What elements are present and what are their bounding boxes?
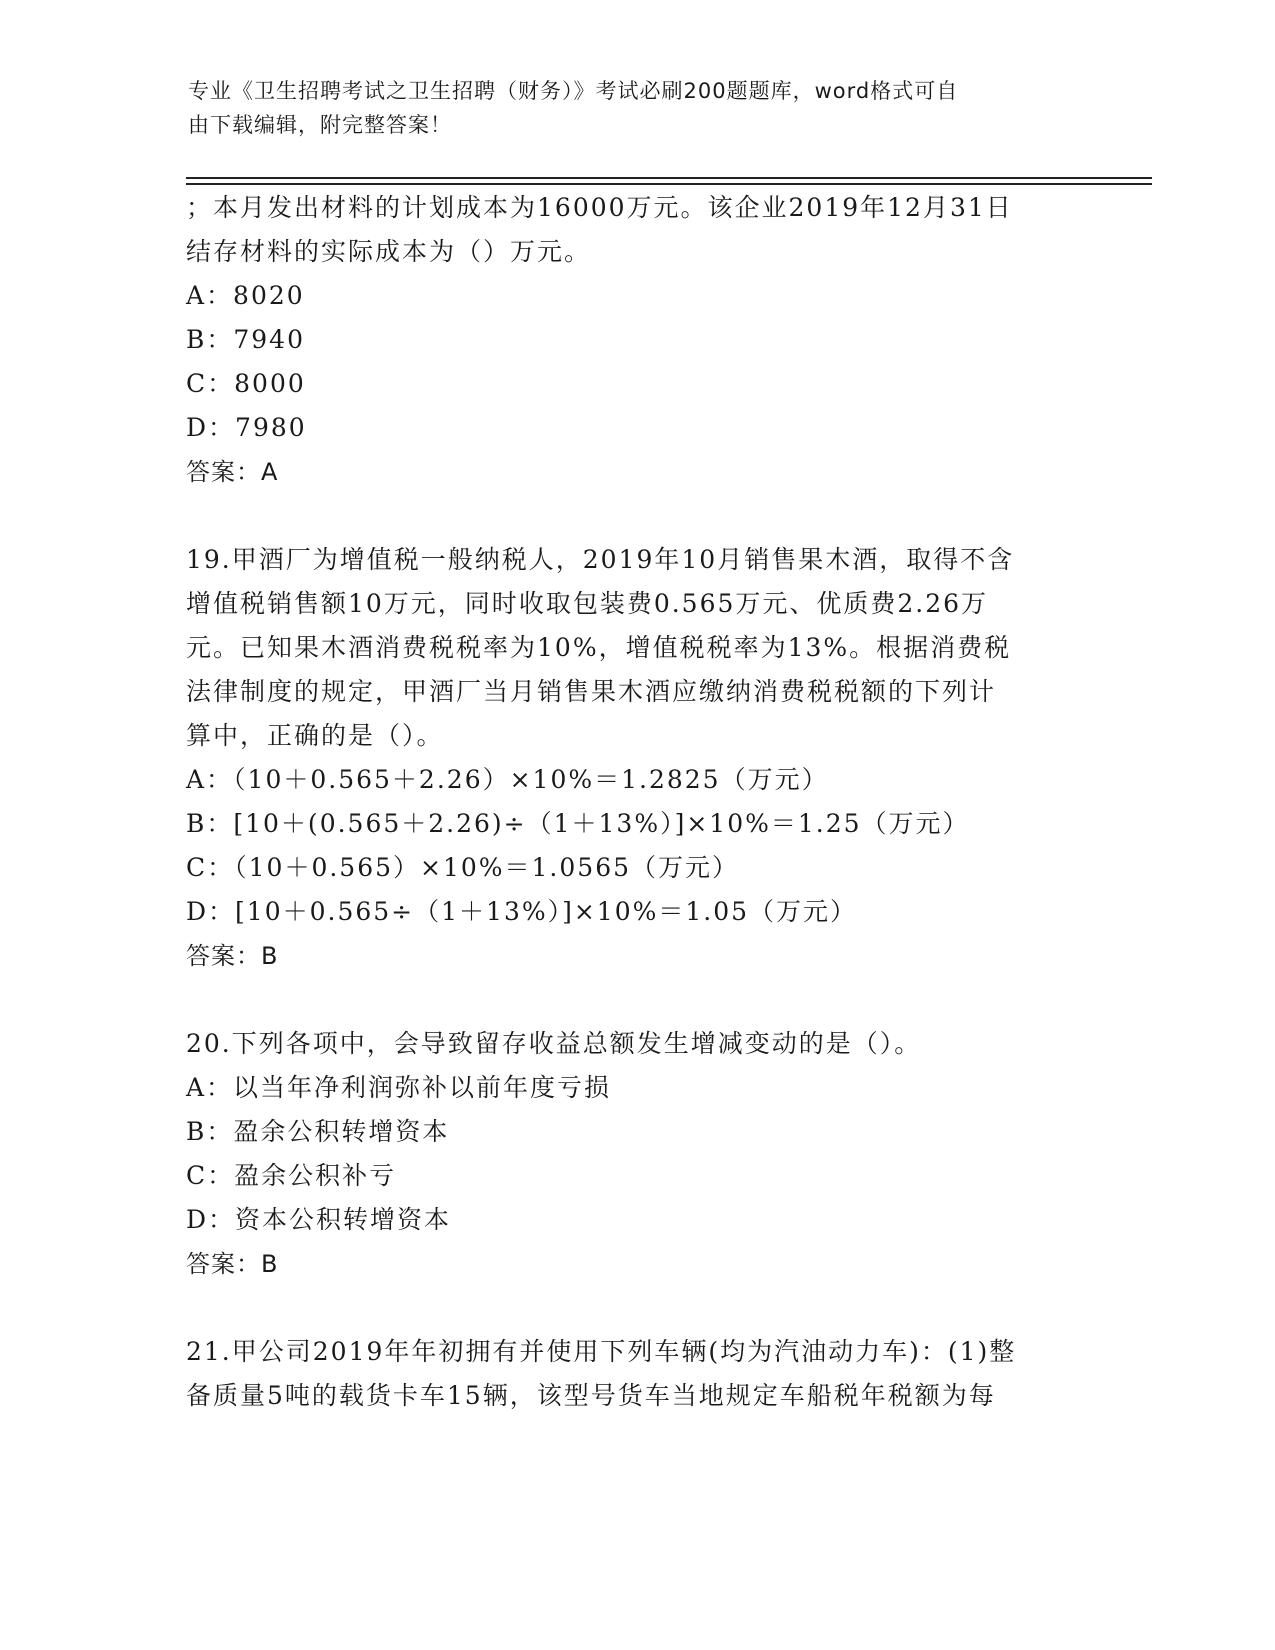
q18-option-d: D：7980 <box>186 413 307 442</box>
q19-stem-line-1: 19.甲酒厂为增值税一般纳税人，2019年10月销售果木酒，取得不含 <box>186 545 1015 574</box>
q18-answer: 答案：A <box>186 458 279 486</box>
q19-stem-line-4: 法律制度的规定，甲酒厂当月销售果木酒应缴纳消费税税额的下列计 <box>186 677 997 706</box>
q18-option-c: C：8000 <box>186 369 306 398</box>
q21-stem-line-2: 备质量5吨的载货卡车15辆，该型号货车当地规定车船税年税额为每 <box>186 1381 996 1410</box>
q20-answer: 答案：B <box>186 1250 279 1278</box>
document-header <box>188 74 1068 142</box>
q19-option-a: A：（10＋0.565＋2.26）×10%＝1.2825（万元） <box>186 765 829 794</box>
q18-stem-line-1: ；本月发出材料的计划成本为16000万元。该企业2019年12月31日 <box>186 193 1013 222</box>
header-line-1: 专业《卫生招聘考试之卫生招聘（财务）》考试必刷200题题库，word格式可自 <box>188 79 959 103</box>
q21-stem-line-1: 21.甲公司2019年年初拥有并使用下列车辆(均为汽油动力车)：(1)整 <box>186 1337 1017 1366</box>
q19-answer: 答案：B <box>186 942 279 970</box>
q19-option-c: C：（10＋0.565）×10%＝1.0565（万元） <box>186 853 739 882</box>
q20-option-d: D：资本公积转增资本 <box>186 1205 452 1234</box>
header-line-2: 由下载编辑，附完整答案！ <box>188 113 452 137</box>
header-divider-bottom <box>186 183 1152 185</box>
q19-stem-line-3: 元。已知果木酒消费税税率为10%，增值税税率为13%。根据消费税 <box>186 633 1012 662</box>
q18-option-a: A：8020 <box>186 281 305 310</box>
q19-stem-line-5: 算中，正确的是（）。 <box>186 721 444 750</box>
q20-option-c: C：盈余公积补亏 <box>186 1161 397 1190</box>
q20-option-b: B：盈余公积转增资本 <box>186 1117 450 1146</box>
header-divider-top <box>186 177 1152 179</box>
q19-stem-line-2: 增值税销售额10万元，同时收取包装费0.565万元、优质费2.26万 <box>186 589 989 618</box>
q20-stem-line-1: 20.下列各项中，会导致留存收益总额发生增减变动的是（）。 <box>186 1029 922 1058</box>
q18-option-b: B：7940 <box>186 325 305 354</box>
q20-option-a: A：以当年净利润弥补以前年度亏损 <box>186 1073 612 1102</box>
q19-option-d: D：[10＋0.565÷（1＋13%）]×10%＝1.05（万元） <box>186 897 858 926</box>
q19-option-b: B：[10＋(0.565＋2.26)÷（1＋13%）]×10%＝1.25（万元） <box>186 809 970 838</box>
q18-stem-line-2: 结存材料的实际成本为（）万元。 <box>186 237 592 266</box>
